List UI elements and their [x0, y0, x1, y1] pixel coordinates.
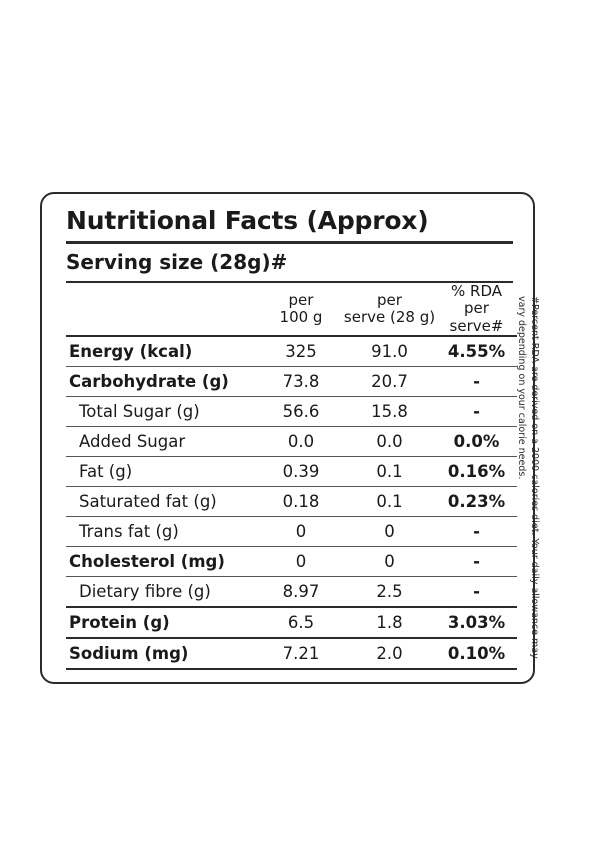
value-per-100g: 73.8 [259, 367, 343, 397]
value-rda: 3.03% [436, 607, 517, 638]
footnote-text: #Percent RDA are derived on a 2000 calories diet. Your daily allowance may vary depending on your calorie needs. [516, 296, 540, 659]
nutrient-name: Carbohydrate (g) [66, 367, 259, 397]
value-per-100g: 56.6 [259, 397, 343, 427]
value-per-100g: 0.0 [259, 427, 343, 457]
nutrient-name: Energy (kcal) [66, 336, 259, 367]
value-rda: 0.23% [436, 487, 517, 517]
value-per-100g: 8.97 [259, 577, 343, 608]
nutrient-name: Cholesterol (mg) [66, 547, 259, 577]
serving-size-text: Serving size (28g)# [66, 250, 288, 274]
table-row [66, 517, 517, 547]
value-rda: 0.0% [436, 427, 517, 457]
nutrient-name: Dietary fibre (g) [66, 577, 259, 608]
value-rda: - [436, 367, 517, 397]
table-row [66, 367, 517, 397]
value-per-serve: 0 [343, 517, 436, 547]
nutrient-name: Sodium (mg) [66, 638, 259, 668]
nutrient-name: Added Sugar [66, 427, 259, 457]
table-header-per-serve: per serve (28 g) [343, 290, 436, 327]
value-per-serve: 0.1 [343, 457, 436, 487]
value-per-100g: 6.5 [259, 607, 343, 638]
table-row [66, 427, 517, 457]
value-per-100g: 325 [259, 336, 343, 367]
table-header-nutrient [66, 283, 259, 336]
value-per-serve: 0.1 [343, 487, 436, 517]
table-row [66, 547, 517, 577]
value-rda: 4.55% [436, 336, 517, 367]
value-per-serve: 15.8 [343, 397, 436, 427]
table-row [66, 607, 517, 638]
value-per-100g: 7.21 [259, 638, 343, 668]
value-rda: - [436, 577, 517, 608]
value-per-serve: 2.5 [343, 577, 436, 608]
value-per-100g: 0.39 [259, 457, 343, 487]
value-per-serve: 91.0 [343, 336, 436, 367]
value-per-serve: 20.7 [343, 367, 436, 397]
nutrition-facts-panel [40, 192, 535, 684]
nutrient-name: Saturated fat (g) [66, 487, 259, 517]
value-rda: - [436, 517, 517, 547]
nutrition-table [66, 283, 517, 668]
table-row [66, 457, 517, 487]
table-row [66, 638, 517, 668]
value-rda: - [436, 397, 517, 427]
value-per-serve: 2.0 [343, 638, 436, 668]
value-rda: 0.10% [436, 638, 517, 668]
table-header-per-100g: per 100 g [279, 290, 323, 327]
value-per-100g: 0.18 [259, 487, 343, 517]
divider-bottom [66, 668, 517, 670]
value-per-100g: 0 [259, 517, 343, 547]
nutrient-name: Total Sugar (g) [66, 397, 259, 427]
page-title: Nutritional Facts (Approx) [66, 206, 429, 235]
table-row [66, 487, 517, 517]
table-header-rda: % RDA per serve# [449, 282, 504, 335]
nutrient-name: Protein (g) [66, 607, 259, 638]
table-row [66, 577, 517, 608]
nutrition-facts-content [66, 206, 513, 670]
nutrient-name: Trans fat (g) [66, 517, 259, 547]
table-header-row [66, 283, 517, 336]
value-rda: - [436, 547, 517, 577]
value-per-serve: 0 [343, 547, 436, 577]
value-rda: 0.16% [436, 457, 517, 487]
value-per-serve: 0.0 [343, 427, 436, 457]
value-per-100g: 0 [259, 547, 343, 577]
table-row [66, 336, 517, 367]
table-row [66, 397, 517, 427]
nutrient-name: Fat (g) [66, 457, 259, 487]
value-per-serve: 1.8 [343, 607, 436, 638]
